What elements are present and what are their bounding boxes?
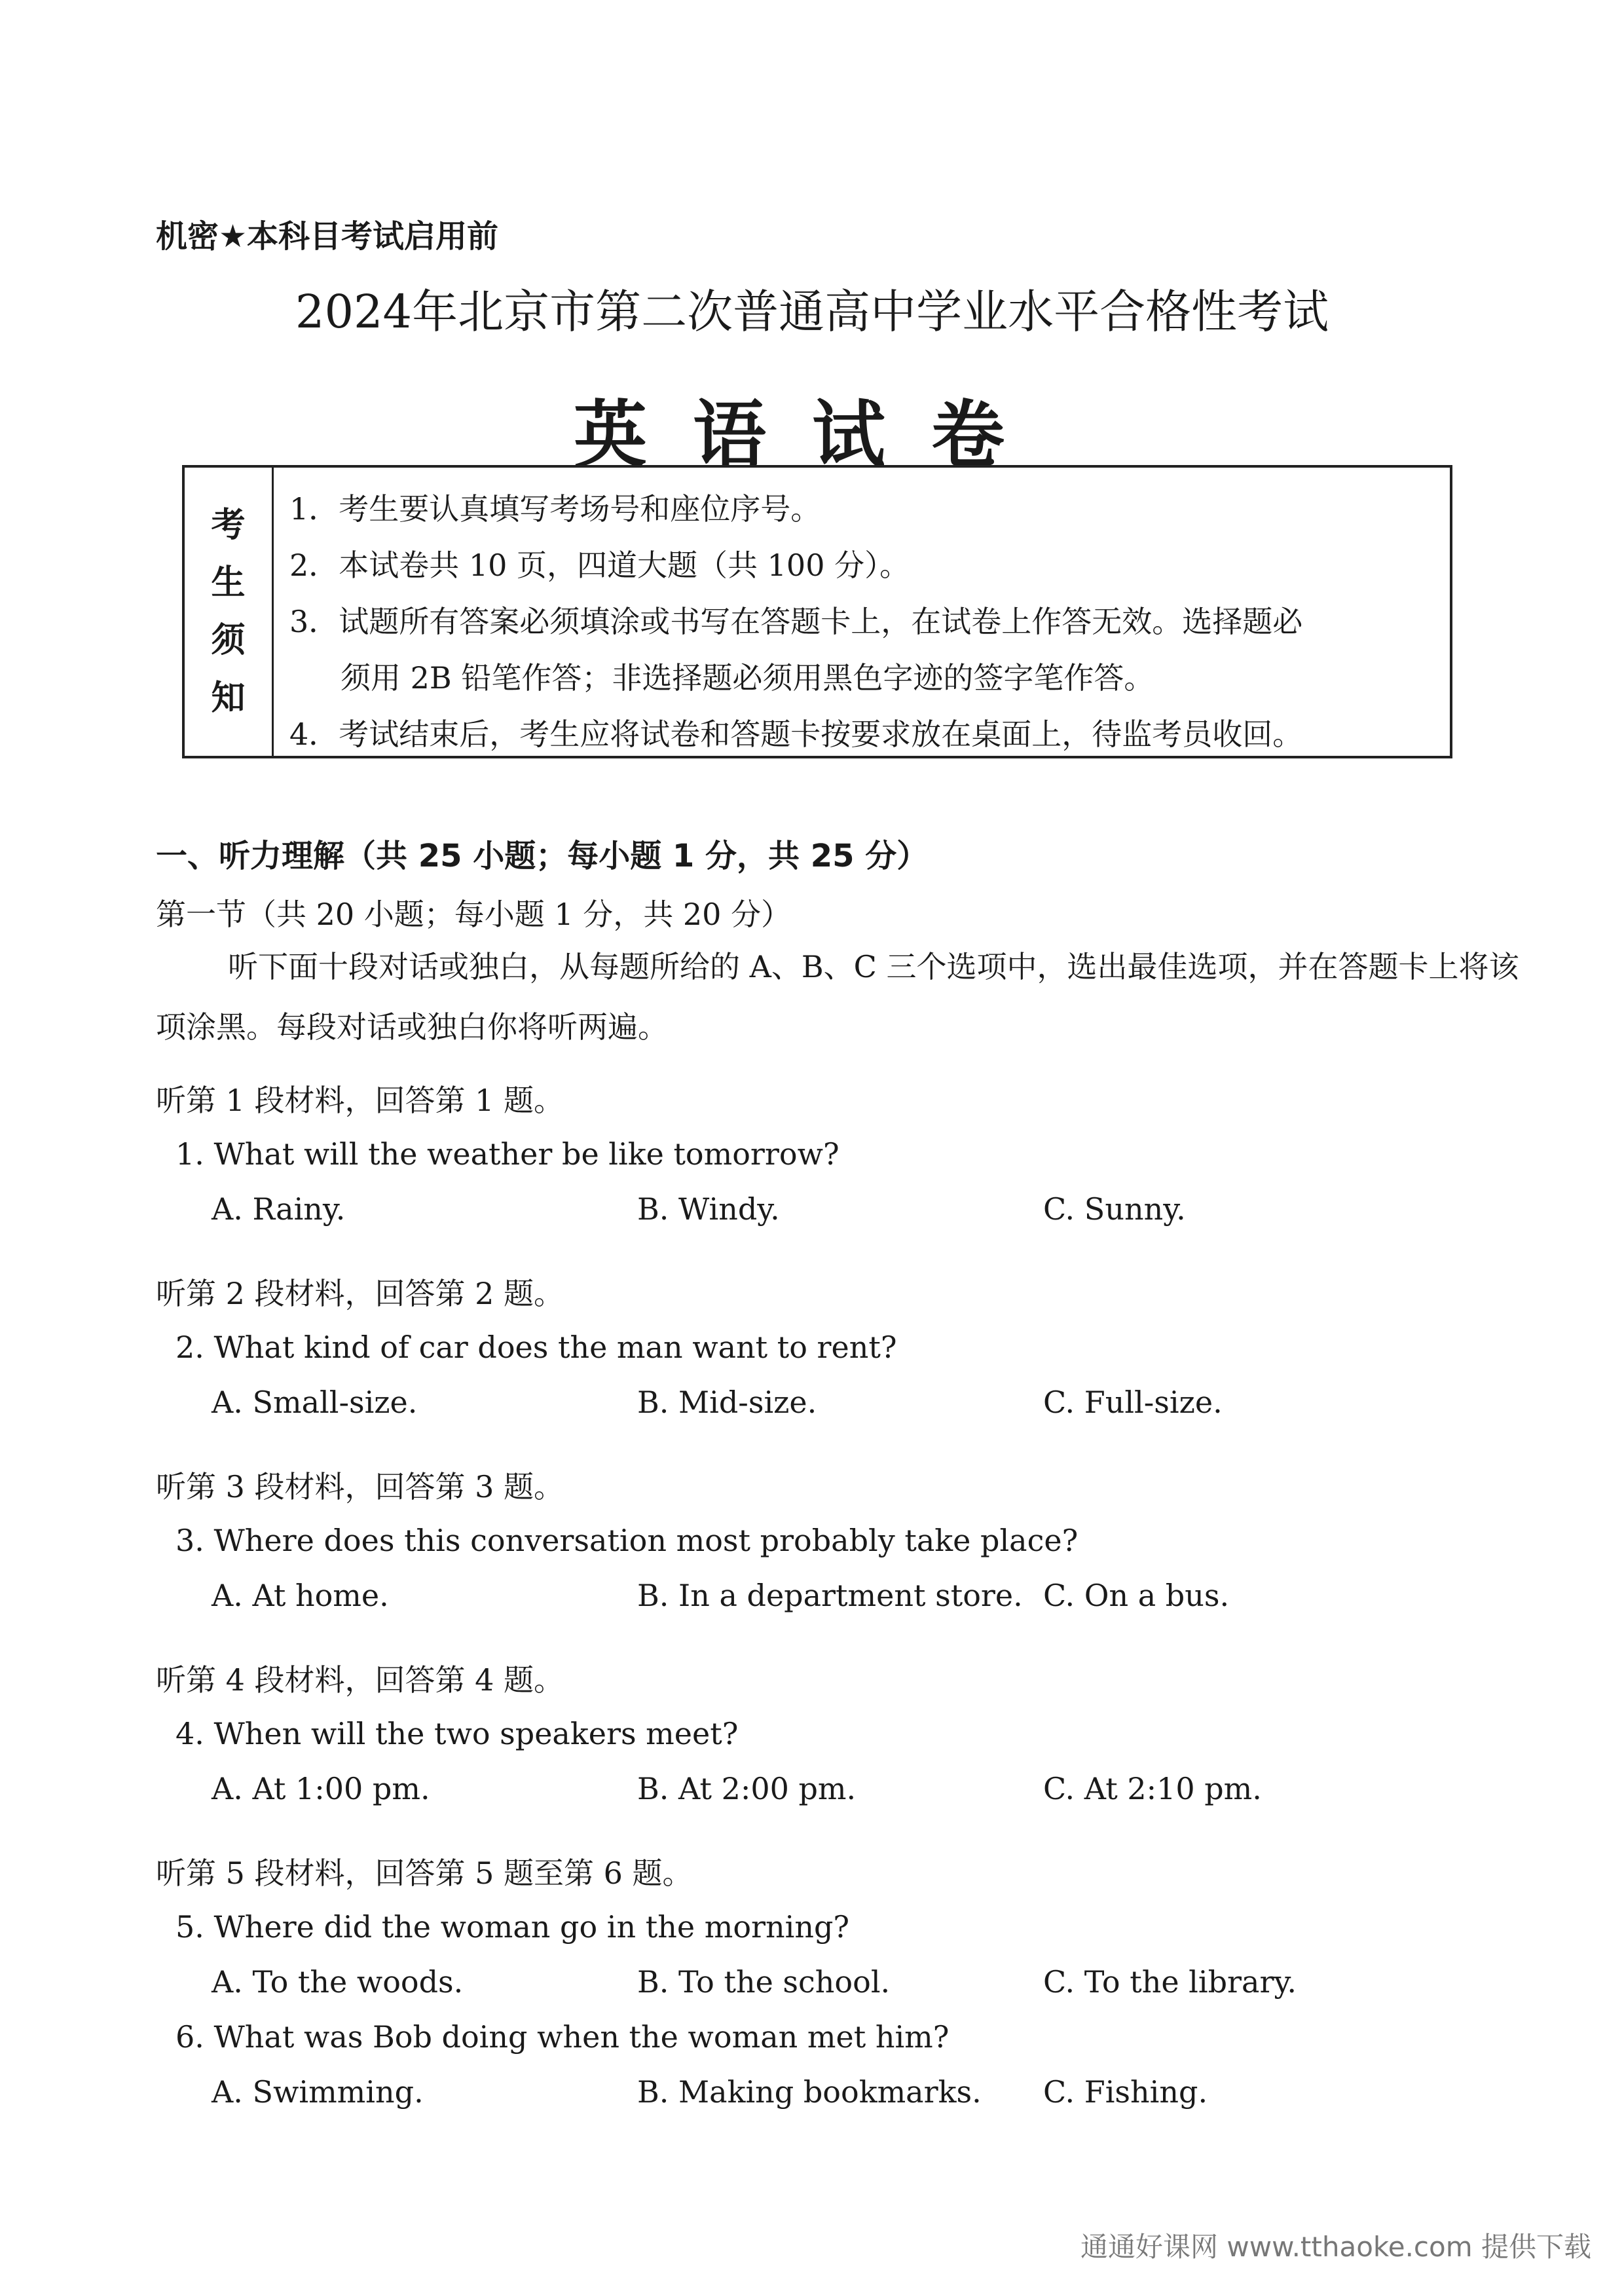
options-row: [156, 1568, 1505, 1623]
material-label: 听第 2 段材料，回答第 2 题。: [156, 1276, 564, 1311]
notice-list: [289, 481, 1437, 762]
option-a: A. Rainy.: [212, 1191, 346, 1227]
options-row: [156, 1182, 1505, 1237]
option-b: B. At 2:00 pm.: [637, 1771, 857, 1806]
subsection-heading: 第一节（共 20 小题；每小题 1 分，共 20 分）: [156, 897, 792, 932]
listening-block: [156, 1074, 1505, 1237]
material-label: 听第 1 段材料，回答第 1 题。: [156, 1083, 564, 1118]
material-label: 听第 4 段材料，回答第 4 题。: [156, 1662, 564, 1698]
notice-label-char: 生: [211, 563, 246, 603]
notice-item: 1．考生要认真填写考场号和座位序号。: [289, 491, 821, 527]
question-text: 4. When will the two speakers meet?: [175, 1716, 739, 1751]
notice-label-char: 考: [211, 506, 246, 545]
exam-title: 2024年北京市第二次普通高中学业水平合格性考试: [295, 285, 1329, 339]
subject-title: 英语试卷: [574, 393, 1050, 478]
option-b: B. To the school.: [637, 1964, 891, 2000]
notice-label: [185, 468, 274, 756]
option-b: B. Mid-size.: [637, 1385, 817, 1420]
options-row: [156, 1761, 1505, 1816]
notice-label-char: 知: [211, 679, 246, 718]
option-b: B. In a department store.: [637, 1578, 1023, 1613]
options-row: [156, 1375, 1505, 1430]
question-text: 5. Where did the woman go in the morning?: [175, 1909, 850, 1945]
option-a: A. To the woods.: [212, 1964, 464, 2000]
notice-item: 4．考试结束后，考生应将试卷和答题卡按要求放在桌面上，待监考员收回。: [289, 717, 1303, 752]
listening-block: [156, 1461, 1505, 1623]
option-a: A. Small-size.: [212, 1385, 418, 1420]
notice-label-char: 须: [211, 621, 246, 660]
material-label: 听第 5 段材料，回答第 5 题至第 6 题。: [156, 1855, 693, 1891]
option-c: C. On a bus.: [1043, 1578, 1230, 1613]
question-text: 3. Where does this conversation most probably take place?: [175, 1523, 1079, 1558]
listening-block: [156, 1847, 1505, 2119]
options-row: [156, 1954, 1505, 2009]
options-row: [156, 2064, 1505, 2119]
option-c: C. Full-size.: [1043, 1385, 1223, 1420]
option-c: C. Sunny.: [1043, 1191, 1186, 1227]
option-b: B. Making bookmarks.: [637, 2074, 982, 2110]
section-heading: 一、听力理解（共 25 小题；每小题 1 分，共 25 分）: [156, 838, 929, 874]
option-a: A. At home.: [212, 1578, 389, 1613]
option-b: B. Windy.: [637, 1191, 780, 1227]
confidential-label: 机密★本科目考试启用前: [156, 218, 499, 255]
notice-item: 3．试题所有答案必须填涂或书写在答题卡上，在试卷上作答无效。选择题必: [289, 604, 1303, 639]
option-a: A. Swimming.: [212, 2074, 424, 2110]
instructions: 听下面十段对话或独白，从每题所给的 A、B、C 三个选项中，选出最佳选项，并在答题卡上将该项涂黑。每段对话或独白你将听两遍。: [156, 949, 1519, 1045]
notice-item: 2．本试卷共 10 页，四道大题（共 100 分）。: [289, 548, 910, 583]
option-a: A. At 1:00 pm.: [212, 1771, 430, 1806]
question-text: 1. What will the weather be like tomorrow?: [175, 1136, 840, 1172]
watermark-footer: 通通好课网 www.tthaoke.com 提供下载: [1080, 2231, 1591, 2263]
notice-item-continued: 须用 2B 铅笔作答；非选择题必须用黑色字迹的签字笔作答。: [341, 660, 1154, 696]
listening-block: [156, 1654, 1505, 1816]
notice-box: [182, 465, 1452, 758]
option-c: C. To the library.: [1043, 1964, 1297, 2000]
question-text: 2. What kind of car does the man want to rent?: [175, 1330, 897, 1365]
listening-block: [156, 1267, 1505, 1430]
option-c: C. At 2:10 pm.: [1043, 1771, 1262, 1806]
material-label: 听第 3 段材料，回答第 3 题。: [156, 1469, 564, 1504]
question-text: 6. What was Bob doing when the woman met him?: [175, 2019, 950, 2055]
option-c: C. Fishing.: [1043, 2074, 1208, 2110]
